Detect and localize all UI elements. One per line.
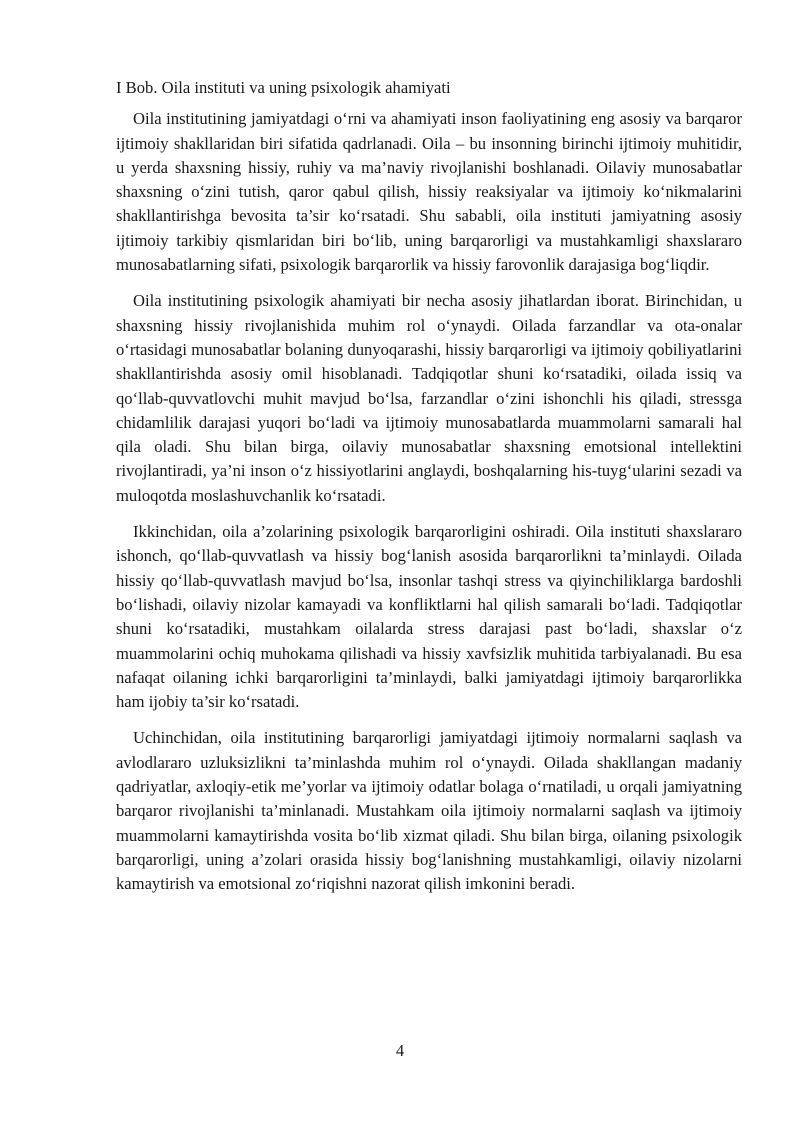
document-page bbox=[116, 76, 742, 909]
paragraph-4: Uchinchidan, oila institutining barqarorligi jamiyatdagi ijtimoiy normalarni saqlash va avlodlararo uzluksizlikni ta’minlashda muhim rol o‘ynaydi. Oilada shakllangan madaniy qadriyatlar, axloqiy-etik me’yorlar va ijtimoiy odatlar bolaga o‘rnatiladi, u orqali jamiyatning barqaror rivojlanishi ta’minlanadi. Mustahkam oila ijtimoiy normalarni saqlash va ijtimoiy muammolarni kamaytirishda vosita bo‘lib xizmat qiladi. Shu bilan birga, oilaning psixologik barqarorligi, uning a’zolari orasida hissiy bog‘lanishning mustahkamligi, oilaviy nizolarni kamaytirish va emotsional zo‘riqishni nazorat qilish imkonini beradi. bbox=[116, 728, 742, 894]
paragraph-2: Oila institutining psixologik ahamiyati bir necha asosiy jihatlardan iborat. Birinchidan, u shaxsning hissiy rivojlanishida muhim rol o‘ynaydi. Oilada farzandlar va ota-onalar o‘rtasidagi munosabatlar bolaning dunyoqarashi, hissiy barqarorligi va ijtimoiy qobiliyatlarini shakllantirishda asosiy omil hisoblanadi. Tadqiqotlar shuni ko‘rsatadiki, oilada issiq va qo‘llab-quvvatlovchi muhit mavjud bo‘lsa, farzandlar o‘zini ishonchli his qiladi, stressga chidamlilik darajasi yuqori bo‘ladi va ijtimoiy munosabatlarda muammolarni samarali hal qila oladi. Shu bilan birga, oilaviy munosabatlar shaxsning emotsional intellektini rivojlantiradi, ya’ni inson o‘z hissiyotlarini anglaydi, boshqalarning his-tuyg‘ularini sezadi va muloqotda moslashuvchanlik ko‘rsatadi. bbox=[116, 291, 742, 505]
page-number: 4 bbox=[395, 1041, 405, 1060]
paragraph-3: Ikkinchidan, oila a’zolarining psixologik barqarorligini oshiradi. Oila instituti shaxslararo ishonch, qo‘llab-quvvatlash va hissiy bog‘lanish asosida barqarorlikni ta’minlaydi. Oilada hissiy qo‘llab-quvvatlash mavjud bo‘lsa, insonlar tashqi stress va qiyinchiliklarga bardoshli bo‘lishadi, oilaviy nizolar kamayadi va konfliktlarni hal qilish samarali bo‘ladi. Tadqiqotlar shuni ko‘rsatadiki, mustahkam oilalarda stress darajasi past bo‘ladi, shaxslar o‘z muammolarini ochiq muhokama qilishadi va hissiy xavfsizlik muhitida tarbiyalanadi. Bu esa nafaqat oilaning ichki barqarorligini ta’minlaydi, balki jamiyatdagi ijtimoiy barqarorlikka ham ijobiy ta’sir ko‘rsatadi. bbox=[116, 522, 742, 712]
paragraph-1: Oila institutining jamiyatdagi o‘rni va ahamiyati inson faoliyatining eng asosiy va barqaror ijtimoiy shakllaridan biri sifatida qadrlanadi. Oila – bu insonning birinchi ijtimoiy muhitidir, u yerda shaxsning hissiy, ruhiy va ma’naviy rivojlanishi boshlanadi. Oilaviy munosabatlar shaxsning o‘zini tutish, qaror qabul qilish, hissiy reaksiyalar va ijtimoiy ko‘nikmalarini shakllantirishga bevosita ta’sir ko‘rsatadi. Shu sababli, oila instituti jamiyatning asosiy ijtimoiy tarkibiy qismlaridan biri bo‘lib, uning barqarorligi va mustahkamligi shaxslararo munosabatlarning sifati, psixologik barqarorlik va hissiy farovonlik darajasiga bog‘liqdir. bbox=[116, 109, 742, 275]
chapter-heading: I Bob. Oila instituti va uning psixologik ahamiyati bbox=[116, 78, 451, 97]
